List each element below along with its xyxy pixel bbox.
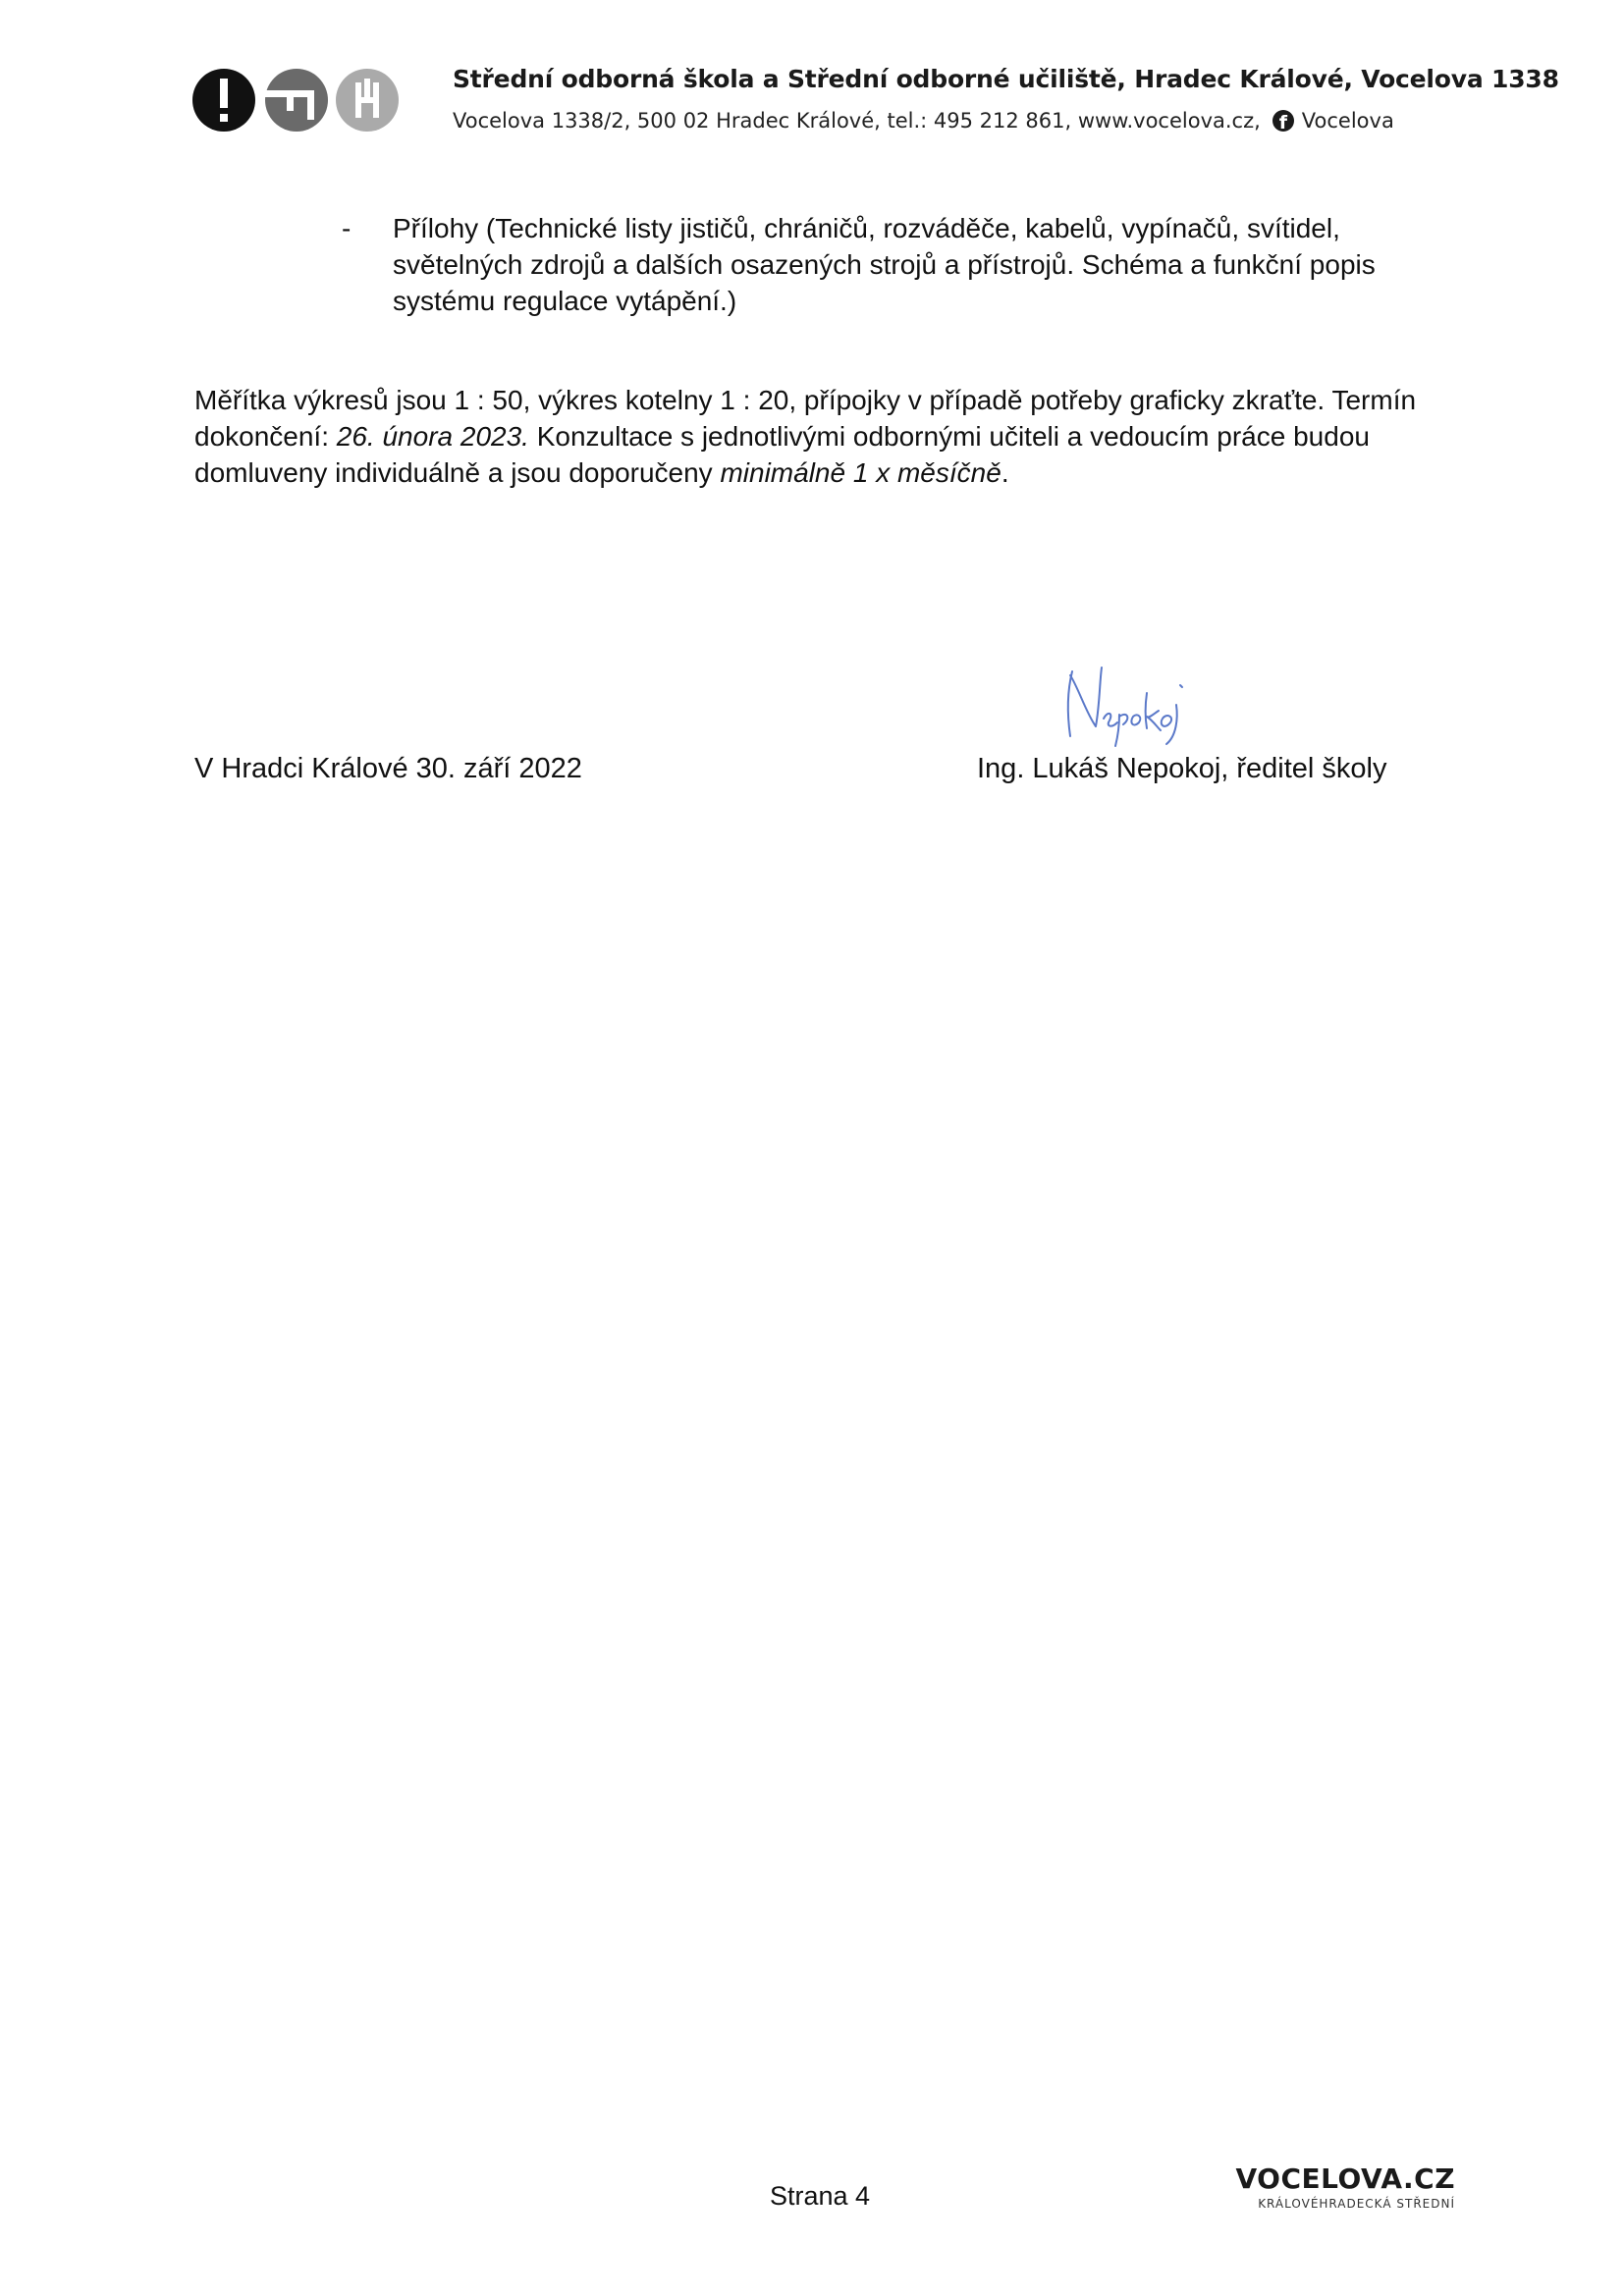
footer-brand (1229, 2163, 1455, 2213)
list-item-attachments (194, 210, 1404, 319)
logo-tools-icon (336, 69, 399, 132)
letterhead (192, 63, 1559, 141)
logo-exclamation-icon (192, 69, 255, 132)
letterhead-text (453, 63, 1559, 135)
school-logos (192, 69, 399, 133)
attachments-text: Přílohy (Technické listy jističů, chráničů, rozváděče, kabelů, vypínačů, svítidel, světelných zdrojů a dalších osazených strojů a přístrojů. Schéma a funkční popis systému regulace vytápění.) (393, 213, 1376, 316)
handwritten-signature (1056, 658, 1194, 748)
contact-line: Vocelova 1338/2, 500 02 Hradec Králové, tel.: 495 212 861, www.vocelova.cz, (453, 109, 1261, 133)
facebook-icon (1272, 110, 1294, 132)
bullet-dash: - (342, 213, 352, 243)
school-name: Střední odborná škola a Střední odborné učiliště, Hradec Králové, Vocelova 1338 (453, 65, 1559, 93)
brand-subtitle: KRÁLOVÉHRADECKÁ STŘEDNÍ (1258, 2197, 1455, 2211)
place-and-date: V Hradci Králové 30. září 2022 (194, 753, 582, 784)
facebook-label: Vocelova (1301, 109, 1394, 133)
scale-and-deadline-paragraph (194, 382, 1441, 491)
logo-pipe-icon (265, 69, 328, 132)
school-contact (453, 106, 1454, 135)
document-body (194, 210, 1432, 491)
paragraph-part-2: Konzultace s jednotlivými odbornými učiteli a vedoucím práce budou domluveny individuálně a jsou doporučeny (194, 421, 1370, 488)
page-number: Strana 4 (770, 2181, 871, 2211)
paragraph-part-3: . (1001, 457, 1009, 488)
brand-name: VOCELOVA.CZ (1235, 2163, 1455, 2195)
consultation-frequency: minimálně 1 x měsíčně (720, 457, 1001, 488)
deadline-date: 26. února 2023. (336, 421, 529, 452)
signer-name: Ing. Lukáš Nepokoj, ředitel školy (977, 753, 1387, 784)
paragraph-part-1: Měřítka výkresů jsou 1 : 50, výkres kotelny 1 : 20, přípojky v případě potřeby graficky zkraťte. Termín dokončení: (194, 385, 1417, 452)
